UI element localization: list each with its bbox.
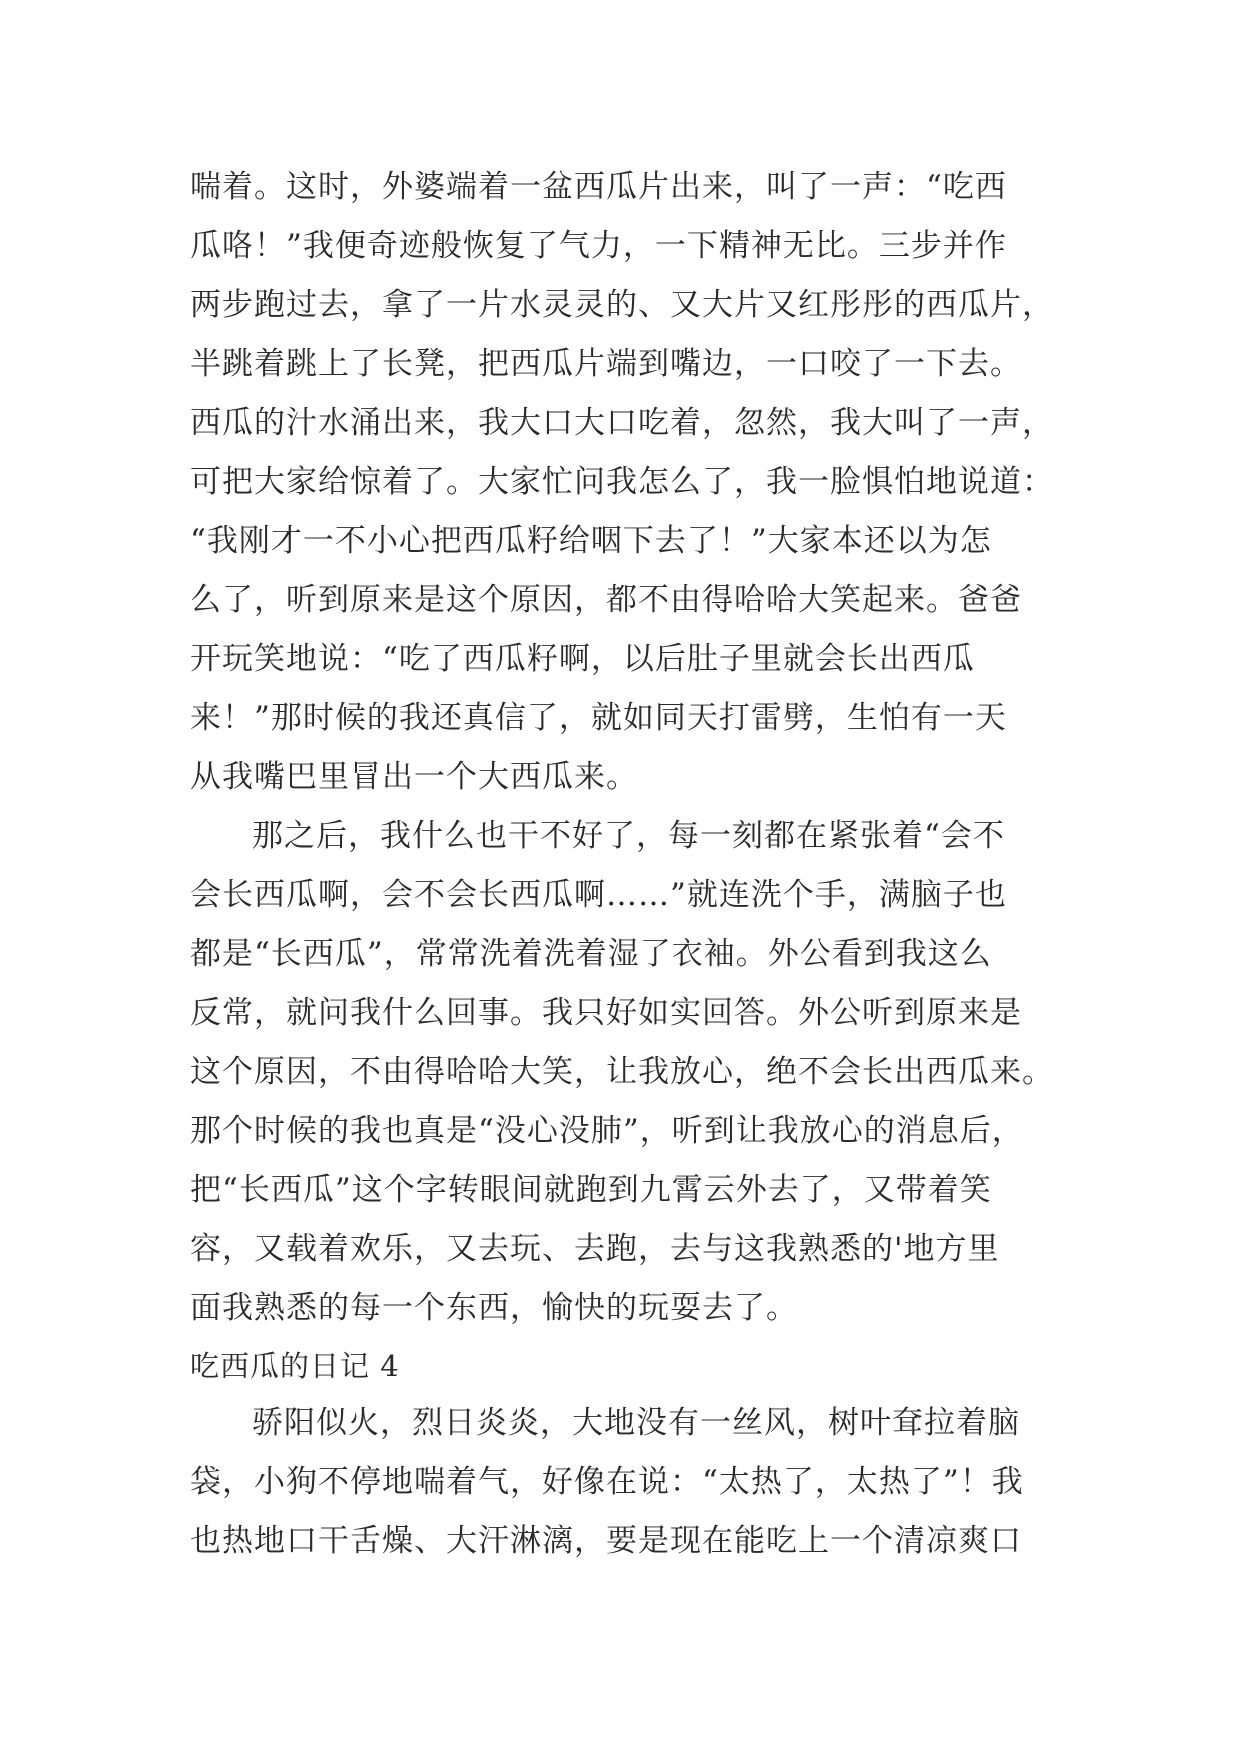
text-line: 西瓜的汁水涌出来，我大口大口吃着，忽然，我大叫了一声，: [190, 405, 1054, 441]
text-line: 也热地口干舌燥、大汗淋漓，要是现在能吃上一个清凉爽口: [190, 1523, 1022, 1559]
text-line: 可把大家给惊着了。大家忙问我怎么了，我一脸惧怕地说道：: [190, 464, 1054, 500]
text-line: 袋，小狗不停地喘着气，好像在说：“太热了，太热了”！我: [190, 1464, 1024, 1500]
text-line: 把“长西瓜”这个字转眼间就跑到九霄云外去了，又带着笑: [190, 1172, 992, 1208]
text-line: 从我嘴巴里冒出一个大西瓜来。: [190, 759, 638, 795]
text-line: 么了，听到原来是这个原因，都不由得哈哈大笑起来。爸爸: [190, 582, 1022, 618]
paragraph-1: [190, 158, 1070, 807]
text-line: 两步跑过去，拿了一片水灵灵的、又大片又红彤彤的西瓜片，: [190, 287, 1054, 323]
text-line: 来！”那时候的我还真信了，就如同天打雷劈，生怕有一天: [190, 700, 1007, 736]
text-line: 都是“长西瓜”，常常洗着洗着湿了衣袖。外公看到我这么: [190, 936, 992, 972]
text-line: “我刚才一不小心把西瓜籽给咽下去了！”大家本还以为怎: [190, 523, 992, 559]
document-body: [190, 158, 1070, 1571]
text-line: 喘着。这时，外婆端着一盆西瓜片出来，叫了一声：“吃西: [190, 169, 1007, 205]
text-line: 那之后，我什么也干不好了，每一刻都在紧张着“会不: [252, 818, 1005, 854]
text-line: 这个原因，不由得哈哈大笑，让我放心，绝不会长出西瓜来。: [190, 1054, 1054, 1090]
section-title: 吃西瓜的日记 4: [190, 1349, 400, 1383]
text-line: 半跳着跳上了长凳，把西瓜片端到嘴边，一口咬了一下去。: [190, 346, 1022, 382]
text-line: 瓜咯！”我便奇迹般恢复了气力，一下精神无比。三步并作: [190, 228, 1007, 264]
text-line: 骄阳似火，烈日炎炎，大地没有一丝风，树叶耷拉着脑: [252, 1405, 1020, 1441]
text-line: 容，又载着欢乐，又去玩、去跑，去与这我熟悉的'地方里: [190, 1231, 1000, 1267]
text-line: 面我熟悉的每一个东西，愉快的玩耍去了。: [190, 1290, 798, 1326]
paragraph-2: [190, 807, 1070, 1338]
text-line: 开玩笑地说：“吃了西瓜籽啊，以后肚子里就会长出西瓜: [190, 641, 975, 677]
paragraph-3: [190, 1394, 1070, 1571]
text-line: 那个时候的我也真是“没心没肺”，听到让我放心的消息后，: [190, 1113, 1024, 1149]
text-line: 会长西瓜啊，会不会长西瓜啊……”就连洗个手，满脑子也: [190, 877, 1007, 913]
text-line: 反常，就问我什么回事。我只好如实回答。外公听到原来是: [190, 995, 1022, 1031]
